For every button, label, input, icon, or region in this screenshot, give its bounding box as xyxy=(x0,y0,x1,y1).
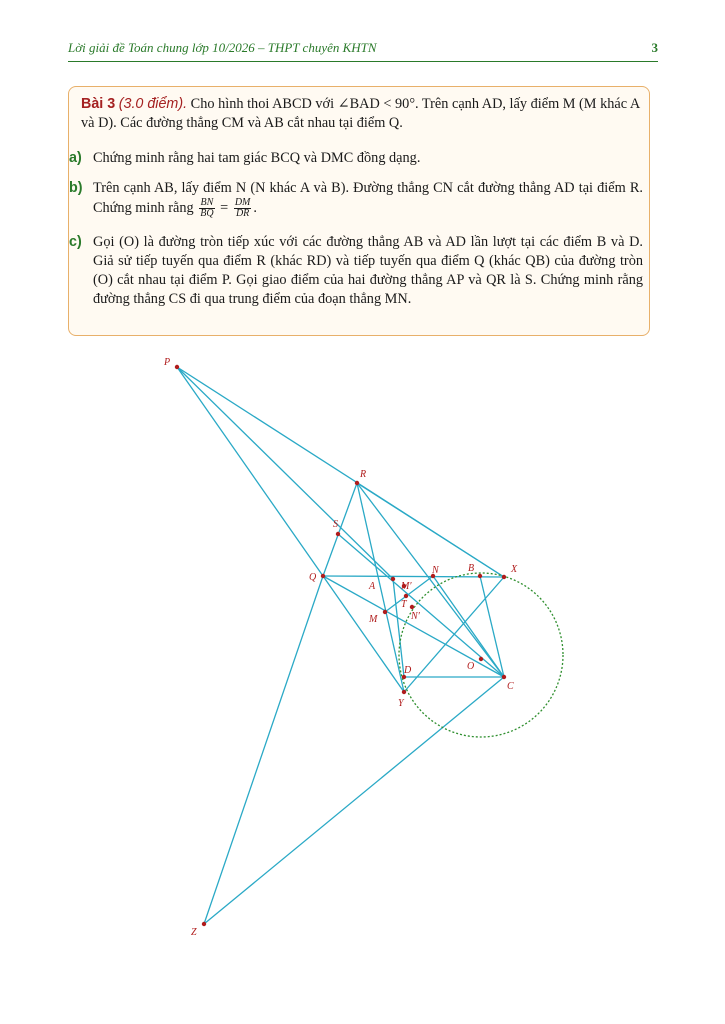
header-title: Lời giải đề Toán chung lớp 10/2026 – THPT chuyên KHTN xyxy=(68,40,377,55)
label-z: Z xyxy=(191,927,197,938)
point-m xyxy=(383,610,387,614)
line-zc xyxy=(204,677,504,924)
point-t xyxy=(404,594,408,598)
point-a xyxy=(391,577,395,581)
problem-label: Bài 3 xyxy=(81,96,116,112)
label-q: Q xyxy=(309,572,317,583)
point-n-prime xyxy=(410,605,414,609)
line-xy xyxy=(404,577,504,692)
label-o: O xyxy=(467,661,475,672)
label-s: S xyxy=(333,519,338,530)
label-b: B xyxy=(468,563,475,574)
label-a: A xyxy=(369,581,376,592)
fraction-numerator: DM xyxy=(234,197,251,208)
point-o xyxy=(479,657,483,661)
label-n: N xyxy=(432,565,439,576)
point-s xyxy=(336,532,340,536)
label-m-prime: M′ xyxy=(401,581,412,592)
part-a-label: a) xyxy=(69,150,82,166)
point-b xyxy=(478,574,482,578)
line-pq xyxy=(177,367,323,576)
problem-statement-text: Cho hình thoi ABCD với ∠BAD < 90°. Trên cạnh AD, lấy điểm M (M khác A và D). Các đường thẳng CM và AB cắt nhau tại điểm Q. xyxy=(81,96,640,131)
label-r: R xyxy=(360,469,367,480)
point-q xyxy=(321,574,325,578)
part-b-text: Trên cạnh AB, lấy điểm N (N khác A và B). Đường thẳng CN cắt đường thẳng AD tại điểm R. Chứng minh rằng xyxy=(93,180,643,216)
page-number: 3 xyxy=(651,40,658,55)
label-d: D xyxy=(404,665,412,676)
line-zq xyxy=(204,576,323,924)
part-a-text: Chứng minh rằng hai tam giác BCQ và DMC đồng dạng. xyxy=(93,150,421,166)
part-c-label: c) xyxy=(69,234,82,250)
point-c xyxy=(502,675,506,679)
label-n-prime: N′ xyxy=(411,611,420,622)
label-x: X xyxy=(511,564,518,575)
point-z xyxy=(202,922,206,926)
line-qy xyxy=(323,576,404,692)
incircle-o xyxy=(399,573,563,737)
label-t: T xyxy=(401,599,407,610)
point-x xyxy=(502,575,506,579)
line-ad xyxy=(393,579,404,677)
point-p xyxy=(175,365,179,369)
point-r xyxy=(355,481,359,485)
point-y xyxy=(402,690,406,694)
line-rx xyxy=(357,483,504,577)
equals-sign: = xyxy=(220,199,229,216)
label-c: C xyxy=(507,681,514,692)
label-m: M xyxy=(369,614,378,625)
fraction-denominator: BQ xyxy=(200,208,214,219)
line-qx xyxy=(323,576,504,577)
problem-points: (3.0 điểm). xyxy=(118,96,188,112)
part-c-text: Gọi (O) là đường tròn tiếp xúc với các đường thẳng AB và AD lần lượt tại các điểm B và D. Giả sử tiếp tuyến qua điểm R (khác RD) và tiếp tuyến qua điểm Q (khác QB) của đường tròn (O) cắt nhau tại điểm P. Gọi giao điểm của hai đường thẳng AP và QR là S. Chứng minh rằng đường thẳng CS đi qua trung điểm của đoạn thẳng MN. xyxy=(93,234,643,307)
label-p: P xyxy=(164,357,171,368)
fraction-numerator: BN xyxy=(200,197,214,208)
part-b-label: b) xyxy=(69,180,83,196)
label-y: Y xyxy=(398,698,404,709)
sentence-end: . xyxy=(253,199,257,216)
line-rq xyxy=(323,483,357,576)
fraction-denominator: DR xyxy=(235,208,250,219)
